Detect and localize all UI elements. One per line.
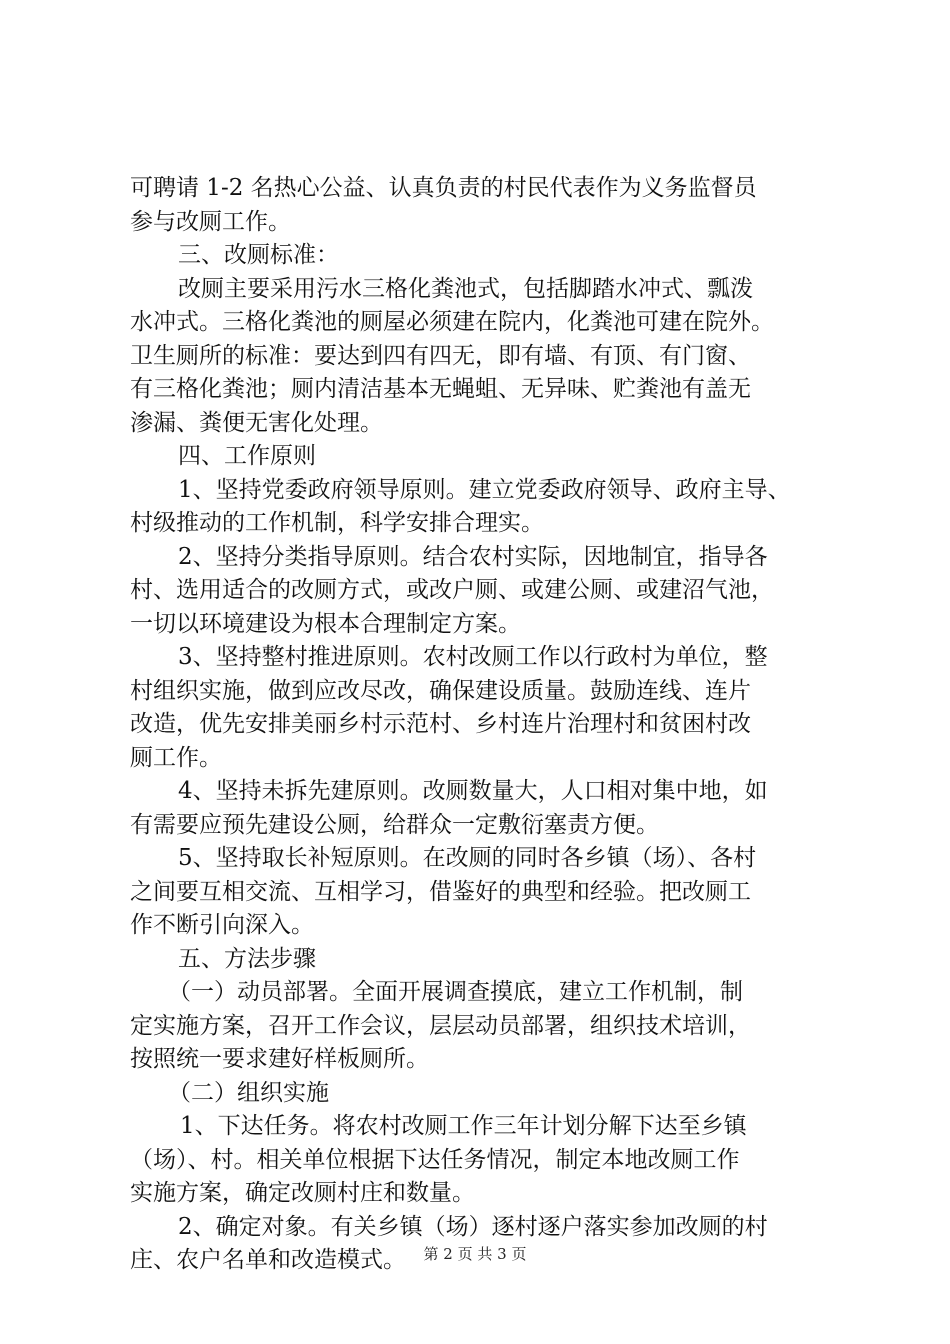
body-line: 3、坚持整村推进原则。农村改厕工作以行政村为单位，整 (178, 644, 768, 670)
body-line: 2、坚持分类指导原则。结合农村实际，因地制宜，指导各 (178, 543, 768, 570)
body-line: 实施方案，确定改厕村庄和数量。 (130, 1180, 475, 1206)
section-heading: 四、工作原则 (178, 443, 316, 469)
subsection-heading: （二）组织实施 (168, 1079, 329, 1106)
body-line: 4、坚持未拆先建原则。改厕数量大，人口相对集中地，如 (178, 778, 768, 804)
body-line: 参与改厕工作。 (130, 208, 291, 235)
subsection-heading: （一）动员部署。全面开展调查摸底，建立工作机制，制 (168, 979, 743, 1005)
body-line: 村级推动的工作机制，科学安排合理实。 (130, 510, 544, 536)
body-line: 有需要应预先建设公厕，给群众一定敷衍塞责方便。 (130, 811, 659, 838)
body-line: 渗漏、粪便无害化处理。 (130, 409, 383, 436)
body-line: 水冲式。三格化粪池的厕屋必须建在院内，化粪池可建在院外。 (130, 309, 774, 335)
body-line: （场）、村。相关单位根据下达任务情况，制定本地改厕工作 (130, 1146, 740, 1173)
body-line: 2、确定对象。有关乡镇（场）逐村逐户落实参加改厕的村 (178, 1213, 768, 1240)
body-line: 卫生厕所的标准：要达到四有四无，即有墙、有顶、有门窗、 (130, 342, 751, 369)
body-line: 改厕主要采用污水三格化粪池式，包括脚踏水冲式、瓢泼 (178, 275, 753, 302)
body-line: 定实施方案，召开工作会议，层层动员部署，组织技术培训， (130, 1012, 751, 1039)
body-line: 改造，优先安排美丽乡村示范村、乡村连片治理村和贫困村改 (130, 711, 751, 737)
body-line: 按照统一要求建好样板厕所。 (130, 1046, 429, 1072)
body-line: 可聘请 1-2 名热心公益、认真负责的村民代表作为义务监督员 (130, 175, 757, 201)
body-line: 庄、农户名单和改造模式。 (130, 1247, 406, 1273)
section-heading: 五、方法步骤 (178, 945, 316, 972)
body-line: 有三格化粪池；厕内清洁基本无蝇蛆、无异味、贮粪池有盖无 (130, 376, 751, 402)
body-line: 厕工作。 (130, 744, 222, 771)
body-line: 之间要互相交流、互相学习，借鉴好的典型和经验。把改厕工 (130, 878, 751, 905)
page-footer (0, 1244, 950, 1264)
body-line: 村组织实施，做到应改尽改，确保建设质量。鼓励连线、连片 (130, 677, 751, 704)
body-line: 作不断引向深入。 (130, 912, 314, 938)
body-line: 村、选用适合的改厕方式，或改户厕、或建公厕、或建沼气池， (130, 577, 774, 603)
body-line: 一切以环境建设为根本合理制定方案。 (130, 610, 521, 637)
body-line: 5、坚持取长补短原则。在改厕的同时各乡镇（场）、各村 (178, 845, 757, 871)
document-body (130, 172, 840, 1278)
section-heading: 三、改厕标准： (178, 242, 339, 268)
page-number-label: 第 2 页 共 3 页 (423, 1245, 527, 1263)
body-line: 1、坚持党委政府领导原则。建立党委政府领导、政府主导、 (178, 476, 791, 503)
body-line: 1、下达任务。将农村改厕工作三年计划分解下达至乡镇 (180, 1113, 747, 1139)
